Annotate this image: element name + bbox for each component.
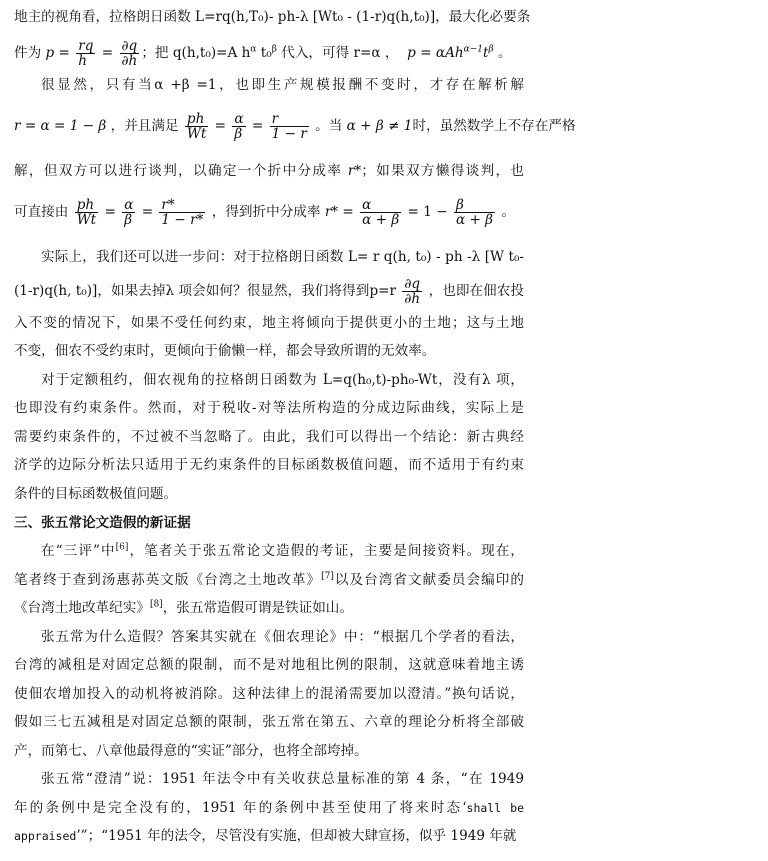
text-line: 笔者终于查到汤惠荪英文版《台湾之土地改革》[7]以及台湾省文献委员会编印的 xyxy=(14,571,524,588)
text-line: 产，而第七、八章他最得意的“实证”部分，也将全部垮掉。 xyxy=(14,743,368,759)
text-line: 对于定额租约，佃农视角的拉格朗日函数为 L=q(h₀,t)-ph₀-Wt，没有λ 项， xyxy=(41,372,524,388)
formula-line: (1-r)q(h, t₀)]，如果去掉λ 项会如何？很显然，我们将得到p=r $\frac{\partial q}{\partial h}$ ，也即在佃农投 xyxy=(14,276,524,307)
text-line: 《台湾土地改革纪实》[8]，张五常造假可谓是铁证如山。 xyxy=(14,599,353,616)
text-line: 条件的目标函数极值问题。 xyxy=(14,486,178,502)
formula-line: 可直接由 $\frac{ph}{Wt}$ = $\frac{\alpha}{\beta}$ = $\frac{r*}{1 - r*}$ ，得到折中分成率 r* = $\frac{\alpha}{\alpha + \beta}$ = 1 − $\frac{\beta}{\alpha + \beta}$ 。 xyxy=(14,197,515,228)
text-line: 很显然，只有当α +β =1，也即生产规模报酬不变时，才存在解析解 xyxy=(41,77,524,93)
text-line: 张五常为什么造假？答案其实就在《佃农理论》中：“根据几个学者的看法， xyxy=(41,629,524,645)
text-line: 地主的视角看，拉格朗日函数 L=rq(h,T₀)- ph-λ [Wt₀ - (1-r)q(h,t₀)]，最大化必要条 xyxy=(14,9,531,25)
text-line: 需要约束条件的，不过被不当忽略了。由此，我们可以得出一个结论：新古典经 xyxy=(14,429,524,445)
section-heading: 三、张五常论文造假的新证据 xyxy=(14,515,191,531)
formula-line: 件为 p = $\frac{rq}{h}$ = $\frac{\partial q}{\partial h}$ ；把 q(h,t₀)=A $h^\alpha$ t₀$^\beta$ 代入，可得 r=α ， $p = \alpha Ah^{\alpha-1}t^\beta$ 。 xyxy=(14,38,512,69)
text-line: 在“三评”中[6]，笔者关于张五常论文造假的考证，主要是间接资料。现在， xyxy=(41,542,525,559)
text-line: 假如三七五减租是对固定总额的限制，张五常在第五、六章的理论分析将全部破 xyxy=(14,714,524,730)
text-line: 也即没有约束条件。然而，对于税收-对等法所构造的分成边际曲线，实际上是 xyxy=(14,400,524,416)
text-line: appraised’”；“1951 年的法令，尽管没有实施，但却被大肆宣扬，似乎 1949 年就 xyxy=(14,828,517,844)
text-line: 不变，佃农不受约束时，更倾向于偷懒一样，都会导致所谓的无效率。 xyxy=(14,343,436,359)
text-line: 年的条例中是完全没有的，1951 年的条例中甚至使用了将来时态‘shall be xyxy=(14,800,524,816)
text-line: 使佃农增加投入的动机将被消除。这种法律上的混淆需要加以澄清。”换句话说， xyxy=(14,686,524,702)
text-line: 张五常“澄清”说：1951 年法令中有关收获总量标准的第 4 条，“在 1949 xyxy=(41,771,524,787)
text-line: 台湾的减租是对固定总额的限制，而不是对地租比例的限制，这就意味着地主诱 xyxy=(14,657,524,673)
text-line: 入不变的情况下，如果不受任何约束，地主将倾向于提供更小的土地；这与土地 xyxy=(14,315,524,331)
text-line: 济学的边际分析法只适用于无约束条件的目标函数极值问题，而不适用于有约束 xyxy=(14,457,524,473)
text-line: 解，但双方可以进行谈判，以确定一个折中分成率 r*；如果双方懒得谈判，也 xyxy=(14,163,525,179)
formula-line: r = α = 1 − β ，并且满足 $\frac{ph}{Wt}$ = $\frac{\alpha}{\beta}$ = $\frac{r}{1 - r}$ 。当 α + β ≠ 1时，虽然数学上不存在严格 xyxy=(14,111,576,142)
text-line: 实际上，我们还可以进一步问：对于拉格朗日函数 L= r q(h, t₀) - ph -λ [W t₀- xyxy=(41,249,524,265)
